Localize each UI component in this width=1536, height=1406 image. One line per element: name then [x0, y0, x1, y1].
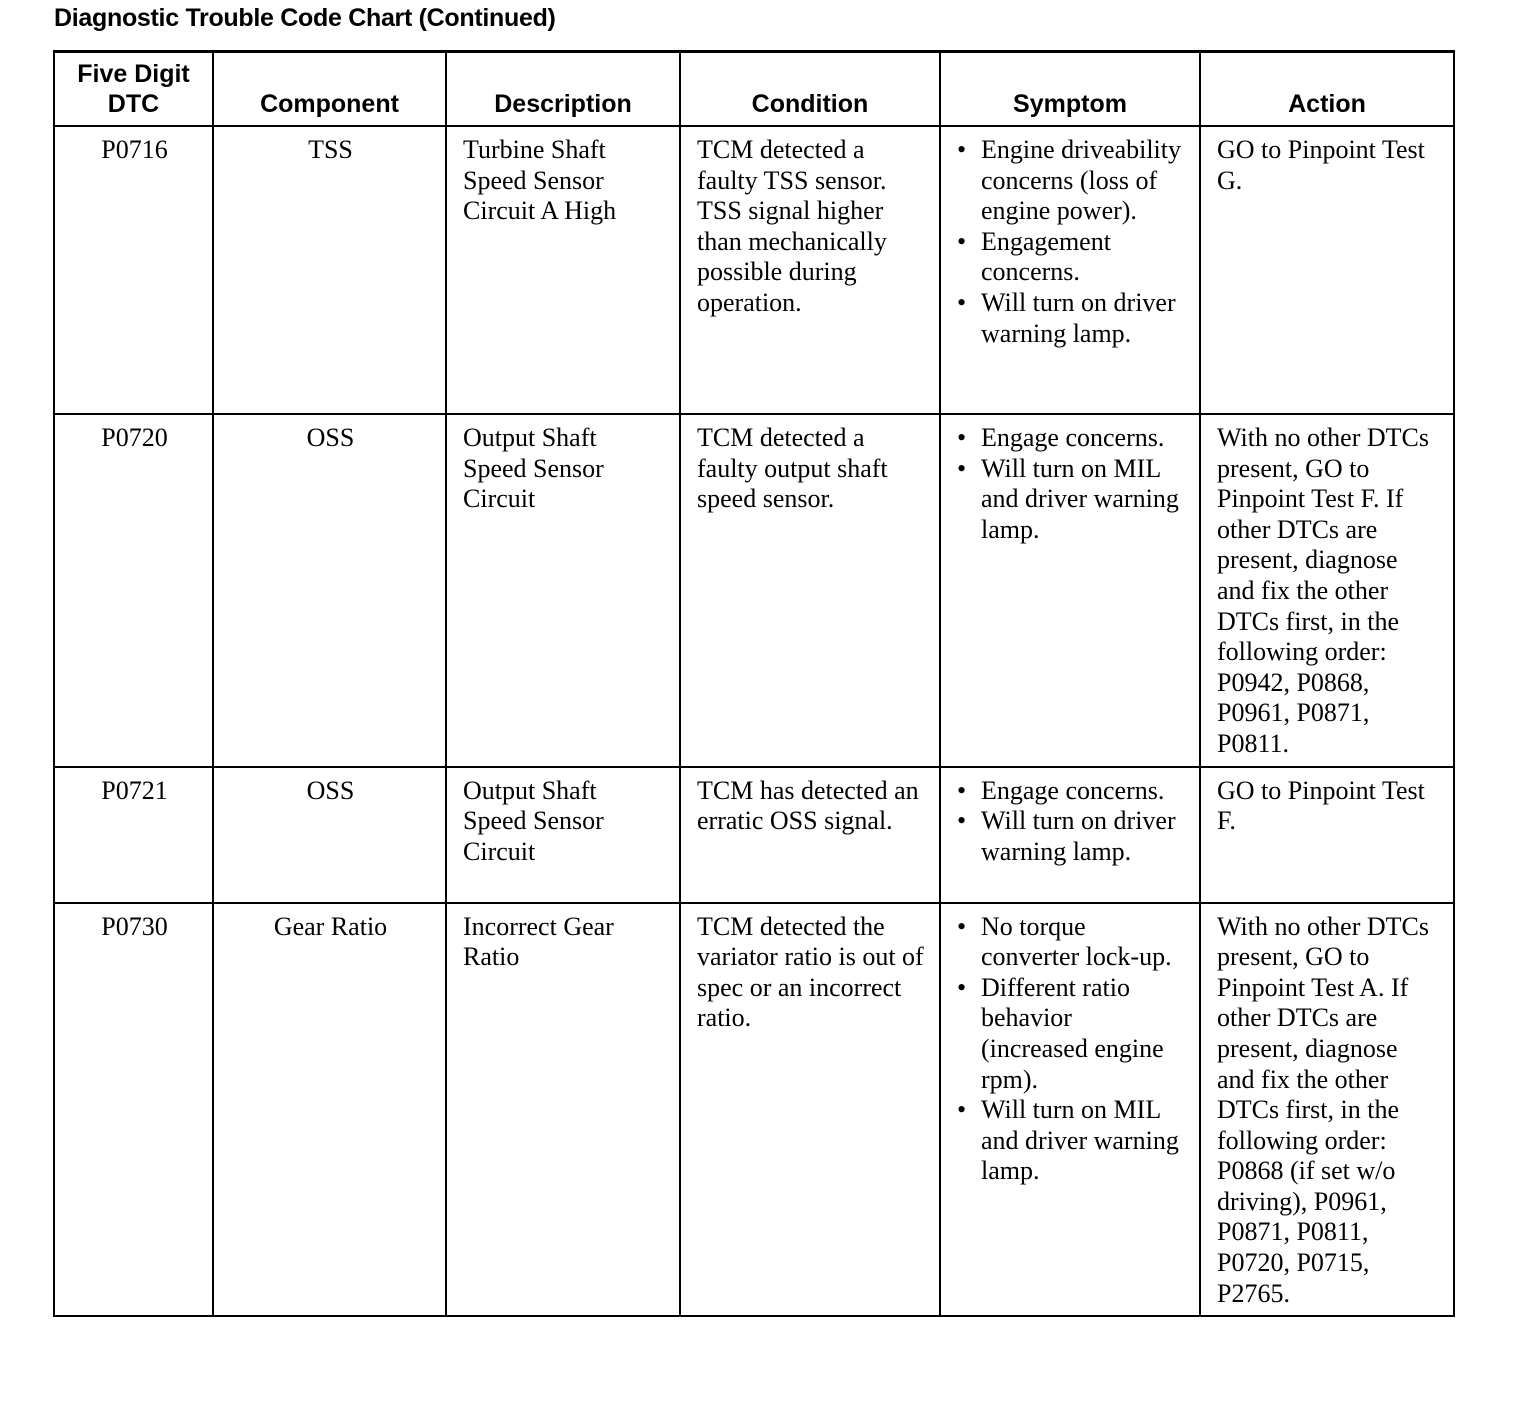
symptom-text: Engagement concerns.	[981, 226, 1111, 287]
cell-dtc: P0721	[54, 767, 213, 903]
cell-component: OSS	[213, 767, 446, 903]
cell-action: GO to Pinpoint Test G.	[1200, 126, 1454, 414]
bullet-icon: •	[957, 775, 967, 805]
cell-condition: TCM detected a faulty TSS sensor. TSS signal higher than mechanically possible during operation.	[680, 126, 940, 414]
symptom-text: Will turn on MIL and driver warning lamp.	[981, 453, 1179, 544]
dtc-chart-table	[53, 50, 1455, 1317]
header-component: Component	[213, 52, 446, 127]
bullet-icon: •	[957, 287, 967, 317]
cell-symptom	[940, 414, 1200, 767]
cell-dtc: P0730	[54, 903, 213, 1317]
bullet-icon: •	[957, 911, 967, 941]
bullet-icon: •	[957, 226, 967, 256]
bullet-icon: •	[957, 135, 967, 164]
symptom-item	[957, 973, 1185, 1095]
symptom-item	[957, 806, 1185, 867]
symptom-list	[957, 776, 1185, 868]
cell-description: Incorrect Gear Ratio	[446, 903, 680, 1317]
symptom-item	[957, 423, 1185, 454]
bullet-icon: •	[957, 423, 967, 452]
symptom-text: Engine driveability concerns (loss of engine power).	[981, 135, 1182, 226]
symptom-text: Will turn on driver warning lamp.	[981, 287, 1176, 348]
cell-condition: TCM detected a faulty output shaft speed sensor.	[680, 414, 940, 767]
cell-component: Gear Ratio	[213, 903, 446, 1317]
symptom-item	[957, 227, 1185, 288]
cell-action: With no other DTCs present, GO to Pinpoint Test A. If other DTCs are present, diagnose and fix the other DTCs first, in the following order: P0868 (if set w/o driving), P0961, P0871, P0811, P0720, P0715, P2765.	[1200, 903, 1454, 1317]
cell-component: TSS	[213, 126, 446, 414]
cell-symptom	[940, 767, 1200, 903]
cell-condition: TCM has detected an erratic OSS signal.	[680, 767, 940, 903]
symptom-list	[957, 135, 1185, 349]
header-action: Action	[1200, 52, 1454, 127]
header-dtc-line2: DTC	[107, 90, 160, 118]
symptom-item	[957, 135, 1185, 227]
bullet-icon: •	[957, 806, 967, 836]
cell-component: OSS	[213, 414, 446, 767]
symptom-list	[957, 423, 1185, 545]
cell-dtc: P0716	[54, 126, 213, 414]
symptom-text: Different ratio behavior (increased engine rpm).	[981, 972, 1164, 1094]
header-dtc-line1: Five Digit	[77, 60, 190, 88]
bullet-icon: •	[957, 972, 967, 1002]
symptom-text: Will turn on MIL and driver warning lamp.	[981, 1095, 1179, 1186]
header-description: Description	[446, 52, 680, 127]
table-header-row	[54, 52, 1454, 127]
symptom-item	[957, 454, 1185, 546]
symptom-item	[957, 1095, 1185, 1187]
cell-condition: TCM detected the variator ratio is out of spec or an incorrect ratio.	[680, 903, 940, 1317]
symptom-item	[957, 776, 1185, 807]
table-row	[54, 126, 1454, 414]
table-row	[54, 767, 1454, 903]
cell-description: Turbine Shaft Speed Sensor Circuit A High	[446, 126, 680, 414]
cell-symptom	[940, 126, 1200, 414]
cell-action: GO to Pinpoint Test F.	[1200, 767, 1454, 903]
symptom-text: Engage concerns.	[981, 775, 1165, 805]
table-row	[54, 903, 1454, 1317]
cell-action: With no other DTCs present, GO to Pinpoint Test F. If other DTCs are present, diagnose and fix the other DTCs first, in the following order: P0942, P0868, P0961, P0871, P0811.	[1200, 414, 1454, 767]
symptom-text: Will turn on driver warning lamp.	[981, 806, 1176, 866]
cell-description: Output Shaft Speed Sensor Circuit	[446, 414, 680, 767]
cell-description: Output Shaft Speed Sensor Circuit	[446, 767, 680, 903]
symptom-text: No torque converter lock-up.	[981, 911, 1172, 972]
symptom-list	[957, 912, 1185, 1187]
cell-dtc: P0720	[54, 414, 213, 767]
bullet-icon: •	[957, 1095, 967, 1125]
page-title: Diagnostic Trouble Code Chart (Continued)	[54, 4, 556, 32]
header-condition: Condition	[680, 52, 940, 127]
header-dtc	[54, 52, 213, 127]
symptom-text: Engage concerns.	[981, 423, 1165, 452]
symptom-item	[957, 912, 1185, 973]
bullet-icon: •	[957, 453, 967, 483]
symptom-item	[957, 288, 1185, 349]
header-symptom: Symptom	[940, 52, 1200, 127]
table-row	[54, 414, 1454, 767]
cell-symptom	[940, 903, 1200, 1317]
